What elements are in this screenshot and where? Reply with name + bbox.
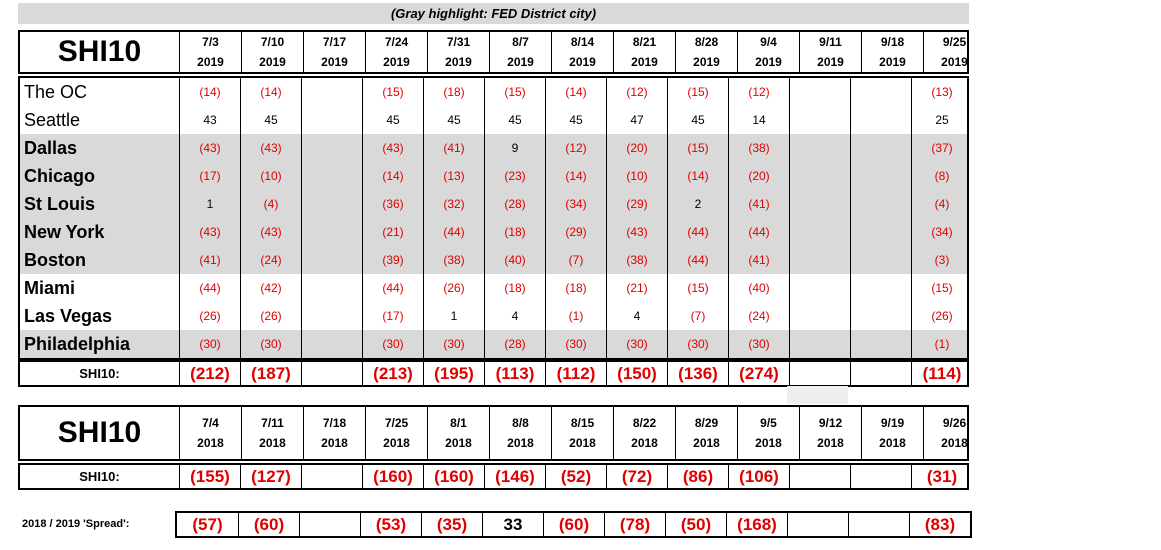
year-label: 2019 — [507, 55, 534, 69]
value-cell: (3) — [911, 246, 972, 274]
value-cell — [850, 78, 911, 106]
total-cell: (212) — [179, 362, 240, 385]
date-header-cell — [613, 407, 675, 459]
table-row — [20, 134, 967, 162]
value-cell — [789, 190, 850, 218]
value-cell — [789, 78, 850, 106]
year-label: 2018 — [693, 436, 720, 450]
city-name: The OC — [24, 82, 88, 102]
value-cell: (43) — [240, 218, 301, 246]
value-cell: (44) — [423, 218, 484, 246]
value-cell: (7) — [667, 302, 728, 330]
spread-values — [175, 511, 972, 538]
date-label: 9/12 — [818, 416, 843, 430]
value-cell: 47 — [606, 106, 667, 134]
value-cell: (36) — [362, 190, 423, 218]
year-label: 2018 — [569, 436, 596, 450]
year-label: 2018 — [941, 436, 968, 450]
value-cell: (28) — [484, 330, 545, 358]
value-cell: (39) — [362, 246, 423, 274]
value-cell: (1) — [545, 302, 606, 330]
value-cell: (30) — [606, 330, 667, 358]
date-label: 7/17 — [322, 35, 347, 49]
value-cell: (41) — [179, 246, 240, 274]
year-label: 2019 — [197, 55, 224, 69]
spread-row — [18, 511, 972, 538]
date-header-cell — [737, 407, 799, 459]
value-cell: (41) — [728, 246, 789, 274]
value-cell: 9 — [484, 134, 545, 162]
value-cell: (7) — [545, 246, 606, 274]
city-name: Dallas — [24, 138, 78, 158]
total-label: SHI10: — [79, 366, 120, 381]
year-label: 2019 — [941, 55, 968, 69]
value-cell — [850, 190, 911, 218]
date-label: 8/14 — [570, 35, 595, 49]
total-cell: (113) — [484, 362, 545, 385]
value-cell — [789, 162, 850, 190]
date-label: 8/7 — [512, 35, 529, 49]
value-cell: (1) — [911, 330, 972, 358]
total-cell: (160) — [423, 465, 484, 488]
value-cell: (13) — [911, 78, 972, 106]
value-cell: (17) — [362, 302, 423, 330]
total-cell: (187) — [240, 362, 301, 385]
value-cell: (44) — [728, 218, 789, 246]
total-cell — [789, 362, 850, 385]
value-cell: (26) — [911, 302, 972, 330]
value-cell: (12) — [545, 134, 606, 162]
date-header-cell — [923, 32, 985, 72]
year-label: 2019 — [693, 55, 720, 69]
date-label: 8/15 — [570, 416, 595, 430]
value-cell: (18) — [484, 274, 545, 302]
spread-cell: (53) — [360, 513, 421, 536]
value-cell — [850, 218, 911, 246]
value-cell: (15) — [362, 78, 423, 106]
value-cell: (4) — [911, 190, 972, 218]
value-cell: 45 — [423, 106, 484, 134]
table-2019 — [18, 30, 969, 387]
value-cell — [301, 302, 362, 330]
year-label: 2018 — [197, 436, 224, 450]
value-cell: (29) — [545, 218, 606, 246]
table-2018 — [18, 405, 969, 490]
date-header-cell — [737, 32, 799, 72]
value-cell — [301, 106, 362, 134]
value-cell: (14) — [545, 78, 606, 106]
total-cell: (72) — [606, 465, 667, 488]
value-cell: (30) — [728, 330, 789, 358]
table-2018-total-row — [18, 463, 969, 490]
year-label: 2018 — [631, 436, 658, 450]
table-2018-title: SHI10 — [57, 416, 142, 449]
date-label: 7/25 — [384, 416, 409, 430]
value-cell: (43) — [240, 134, 301, 162]
value-cell: (14) — [362, 162, 423, 190]
date-header-cell — [303, 32, 365, 72]
date-header-cell — [489, 407, 551, 459]
value-cell: 1 — [179, 190, 240, 218]
date-header-cell — [427, 407, 489, 459]
spread-cell: (83) — [909, 513, 970, 536]
value-cell: (14) — [240, 78, 301, 106]
total-cell: (114) — [911, 362, 972, 385]
value-cell — [301, 218, 362, 246]
year-label: 2019 — [445, 55, 472, 69]
value-cell: (44) — [667, 246, 728, 274]
date-header-cell — [861, 407, 923, 459]
value-cell: 45 — [240, 106, 301, 134]
value-cell: (14) — [545, 162, 606, 190]
value-cell: (14) — [667, 162, 728, 190]
table-2018-header — [18, 405, 969, 461]
table-row — [20, 190, 967, 218]
value-cell: (30) — [240, 330, 301, 358]
value-cell: (43) — [179, 134, 240, 162]
year-label: 2019 — [383, 55, 410, 69]
value-cell: 4 — [484, 302, 545, 330]
date-header-cell — [551, 32, 613, 72]
value-cell: (44) — [362, 274, 423, 302]
total-cell: (86) — [667, 465, 728, 488]
city-name: Boston — [24, 250, 86, 270]
total-cell: (106) — [728, 465, 789, 488]
date-label: 9/5 — [760, 416, 777, 430]
total-cell — [301, 465, 362, 488]
date-label: 9/26 — [942, 416, 967, 430]
total-cell: (274) — [728, 362, 789, 385]
date-header-cell — [489, 32, 551, 72]
city-name: Miami — [24, 278, 76, 298]
spread-cell: (50) — [665, 513, 726, 536]
value-cell: (18) — [484, 218, 545, 246]
value-cell: (10) — [606, 162, 667, 190]
total-cell — [301, 362, 362, 385]
value-cell: (30) — [362, 330, 423, 358]
date-label: 9/19 — [880, 416, 905, 430]
spread-cell: (60) — [543, 513, 604, 536]
value-cell: 43 — [179, 106, 240, 134]
date-header-cell — [799, 32, 861, 72]
table-2019-title: SHI10 — [57, 35, 142, 68]
value-cell: (18) — [423, 78, 484, 106]
date-label: 9/11 — [819, 35, 842, 49]
value-cell: 45 — [484, 106, 545, 134]
table-2019-body — [18, 76, 969, 360]
date-header-cell — [365, 32, 427, 72]
value-cell: (44) — [179, 274, 240, 302]
table-2019-header — [18, 30, 969, 74]
value-cell: (37) — [911, 134, 972, 162]
value-cell: (38) — [728, 134, 789, 162]
table-row — [20, 330, 967, 358]
total-cell: (160) — [362, 465, 423, 488]
year-label: 2018 — [817, 436, 844, 450]
value-cell — [789, 106, 850, 134]
value-cell — [850, 274, 911, 302]
value-cell: 25 — [911, 106, 972, 134]
date-label: 8/22 — [632, 416, 657, 430]
year-label: 2019 — [879, 55, 906, 69]
value-cell: (41) — [423, 134, 484, 162]
date-header-cell — [861, 32, 923, 72]
value-cell — [301, 162, 362, 190]
value-cell: (43) — [362, 134, 423, 162]
value-cell: (26) — [179, 302, 240, 330]
total-cell: (155) — [179, 465, 240, 488]
city-name: Seattle — [24, 110, 81, 130]
value-cell: (23) — [484, 162, 545, 190]
date-header-cell — [675, 32, 737, 72]
value-cell: (40) — [484, 246, 545, 274]
legend-banner: (Gray highlight: FED District city) — [18, 3, 969, 24]
value-cell: (30) — [423, 330, 484, 358]
total-label: SHI10: — [79, 469, 120, 484]
value-cell: (34) — [911, 218, 972, 246]
value-cell: (14) — [179, 78, 240, 106]
date-label: 8/28 — [694, 35, 719, 49]
date-label: 7/31 — [446, 35, 471, 49]
date-header-cell — [613, 32, 675, 72]
value-cell: (28) — [484, 190, 545, 218]
spread-cell: (60) — [238, 513, 299, 536]
value-cell: (42) — [240, 274, 301, 302]
date-label: 7/11 — [261, 416, 284, 430]
value-cell — [301, 78, 362, 106]
value-cell — [301, 330, 362, 358]
value-cell: (43) — [179, 218, 240, 246]
date-header-cell — [241, 407, 303, 459]
date-header-cell — [551, 407, 613, 459]
value-cell — [789, 302, 850, 330]
spread-cell: (35) — [421, 513, 482, 536]
value-cell — [301, 134, 362, 162]
total-cell: (150) — [606, 362, 667, 385]
city-name: Philadelphia — [24, 334, 131, 354]
value-cell: (32) — [423, 190, 484, 218]
total-cell: (146) — [484, 465, 545, 488]
value-cell — [850, 302, 911, 330]
date-label: 7/18 — [322, 416, 347, 430]
total-cell: (31) — [911, 465, 972, 488]
date-label: 7/3 — [202, 35, 219, 49]
value-cell: 14 — [728, 106, 789, 134]
date-label: 7/24 — [384, 35, 409, 49]
date-label: 8/21 — [632, 35, 657, 49]
spread-cell: (168) — [726, 513, 787, 536]
value-cell: 4 — [606, 302, 667, 330]
value-cell: (38) — [606, 246, 667, 274]
value-cell: (30) — [545, 330, 606, 358]
value-cell: (10) — [240, 162, 301, 190]
date-header-cell — [179, 32, 241, 72]
value-cell: (30) — [667, 330, 728, 358]
value-cell — [789, 330, 850, 358]
value-cell — [789, 134, 850, 162]
value-cell — [850, 134, 911, 162]
total-cell — [850, 465, 911, 488]
value-cell: 45 — [545, 106, 606, 134]
date-header-cell — [923, 407, 985, 459]
value-cell: 45 — [362, 106, 423, 134]
date-header-cell — [365, 407, 427, 459]
value-cell: (41) — [728, 190, 789, 218]
value-cell: (20) — [606, 134, 667, 162]
year-label: 2019 — [817, 55, 844, 69]
value-cell: (8) — [911, 162, 972, 190]
year-label: 2018 — [445, 436, 472, 450]
city-name: Chicago — [24, 166, 96, 186]
spread-cell: (57) — [192, 515, 223, 534]
date-label: 7/4 — [202, 416, 219, 430]
spread-cell — [787, 513, 848, 536]
value-cell: 1 — [423, 302, 484, 330]
date-header-cell — [675, 407, 737, 459]
city-name: New York — [24, 222, 105, 242]
year-label: 2019 — [259, 55, 286, 69]
value-cell: (24) — [240, 246, 301, 274]
value-cell: (4) — [240, 190, 301, 218]
spread-cell: 33 — [482, 513, 543, 536]
value-cell — [850, 330, 911, 358]
table-row — [20, 246, 967, 274]
value-cell: (43) — [606, 218, 667, 246]
value-cell — [789, 246, 850, 274]
date-header-cell — [799, 407, 861, 459]
value-cell: (21) — [362, 218, 423, 246]
year-label: 2019 — [321, 55, 348, 69]
total-cell — [789, 465, 850, 488]
date-label: 8/1 — [450, 416, 467, 430]
spread-cell: (78) — [604, 513, 665, 536]
table-row — [20, 274, 967, 302]
total-cell: (195) — [423, 362, 484, 385]
value-cell — [789, 274, 850, 302]
value-cell: (44) — [667, 218, 728, 246]
table-row — [20, 218, 967, 246]
value-cell: (15) — [667, 274, 728, 302]
value-cell — [850, 106, 911, 134]
table-2019-total-row — [18, 360, 969, 387]
table-row — [20, 78, 967, 106]
value-cell: (26) — [240, 302, 301, 330]
total-cell: (136) — [667, 362, 728, 385]
value-cell: (38) — [423, 246, 484, 274]
value-cell: (24) — [728, 302, 789, 330]
value-cell: (15) — [484, 78, 545, 106]
value-cell: (12) — [606, 78, 667, 106]
total-cell: (127) — [240, 465, 301, 488]
year-label: 2018 — [321, 436, 348, 450]
table-row — [20, 106, 967, 134]
year-label: 2018 — [879, 436, 906, 450]
date-header-cell — [179, 407, 241, 459]
year-label: 2019 — [569, 55, 596, 69]
year-label: 2018 — [507, 436, 534, 450]
date-label: 9/18 — [880, 35, 905, 49]
date-label: 9/4 — [760, 35, 777, 49]
value-cell: (15) — [667, 78, 728, 106]
value-cell: (26) — [423, 274, 484, 302]
value-cell: (34) — [545, 190, 606, 218]
date-header-cell — [303, 407, 365, 459]
total-cell: (112) — [545, 362, 606, 385]
value-cell: (13) — [423, 162, 484, 190]
value-cell — [789, 218, 850, 246]
table-row — [20, 162, 967, 190]
gap-shade — [787, 386, 848, 404]
date-label: 9/25 — [942, 35, 967, 49]
year-label: 2018 — [755, 436, 782, 450]
value-cell: (17) — [179, 162, 240, 190]
value-cell: (20) — [728, 162, 789, 190]
value-cell — [301, 274, 362, 302]
value-cell: (40) — [728, 274, 789, 302]
city-name: St Louis — [24, 194, 95, 214]
value-cell: 2 — [667, 190, 728, 218]
year-label: 2018 — [383, 436, 410, 450]
value-cell — [850, 162, 911, 190]
value-cell: (18) — [545, 274, 606, 302]
city-name: Las Vegas — [24, 306, 113, 326]
value-cell: 45 — [667, 106, 728, 134]
value-cell — [301, 246, 362, 274]
value-cell: (29) — [606, 190, 667, 218]
value-cell: (30) — [179, 330, 240, 358]
total-cell — [850, 362, 911, 385]
spread-label: 2018 / 2019 'Spread': — [22, 518, 130, 530]
date-label: 8/8 — [512, 416, 529, 430]
value-cell: (21) — [606, 274, 667, 302]
spread-cell — [848, 513, 909, 536]
value-cell: (15) — [667, 134, 728, 162]
date-header-cell — [241, 32, 303, 72]
total-cell: (213) — [362, 362, 423, 385]
table-row — [20, 302, 967, 330]
year-label: 2018 — [259, 436, 286, 450]
value-cell: (12) — [728, 78, 789, 106]
value-cell — [850, 246, 911, 274]
date-label: 8/29 — [694, 416, 719, 430]
value-cell: (15) — [911, 274, 972, 302]
date-label: 7/10 — [260, 35, 285, 49]
year-label: 2019 — [755, 55, 782, 69]
spread-cell — [299, 513, 360, 536]
year-label: 2019 — [631, 55, 658, 69]
total-cell: (52) — [545, 465, 606, 488]
date-header-cell — [427, 32, 489, 72]
value-cell — [301, 190, 362, 218]
